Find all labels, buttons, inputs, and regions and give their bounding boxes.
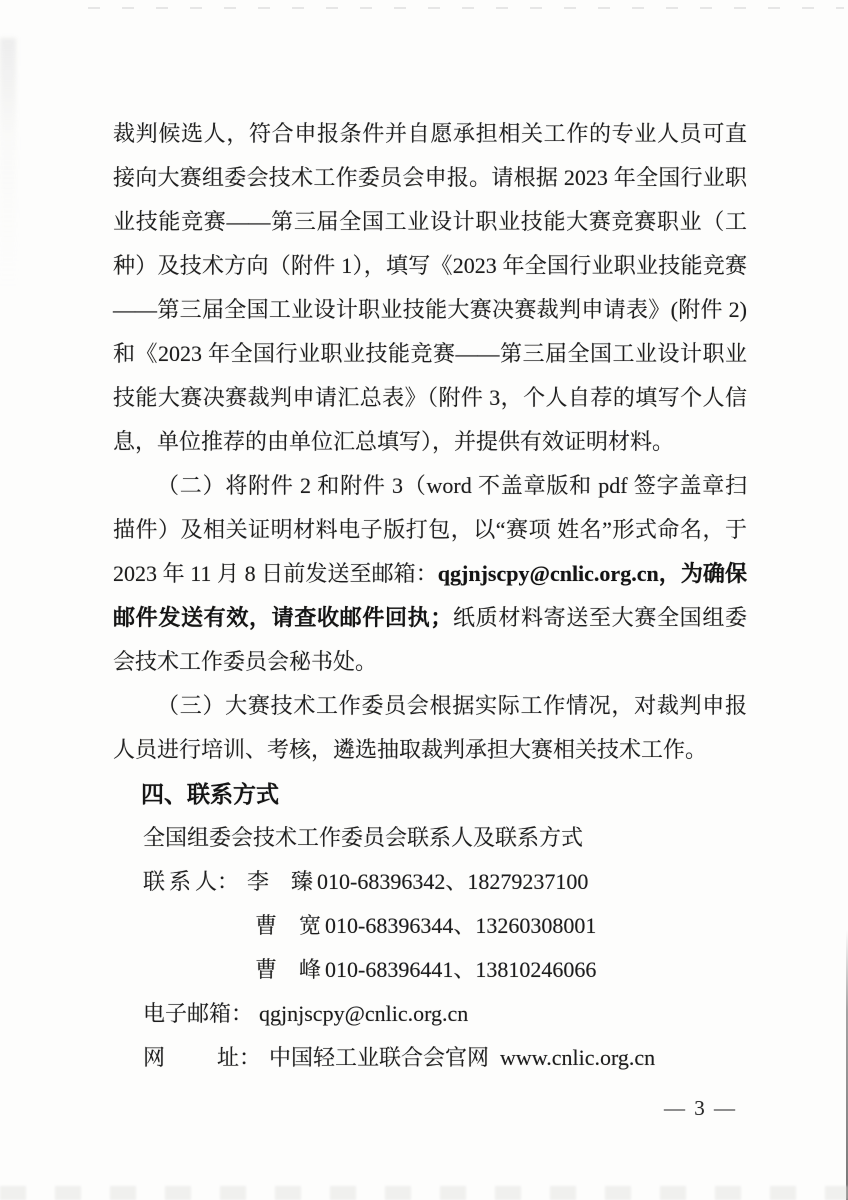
contact-phones: 010-68396441、13810246066 <box>325 957 597 982</box>
contact-intro-line: 全国组委会技术工作委员会联系人及联系方式 <box>143 825 584 850</box>
paragraph-submission-start: （二）将附件 2 和附件 3（word 不盖章版和 pdf 签字盖章扫描件）及相关证明材料电子版打包，以“赛项 姓名”形式命名，于 2023 年 11 月 8 日前发送至邮箱： <box>113 473 747 586</box>
contact-person-label <box>143 860 239 904</box>
contact-name: 李 臻 <box>247 869 314 894</box>
paragraph-training: （三）大赛技术工作委员会根据实际工作情况，对裁判申报人员进行培训、考核，遴选抽取裁判承担大赛相关技术工作。 <box>113 693 747 762</box>
paragraph-submission <box>113 464 747 684</box>
scan-artifact-left-smudge <box>0 38 16 288</box>
contact-person-label-char: 系 <box>168 869 191 894</box>
contact-website-label <box>143 1036 261 1080</box>
contact-name: 曹 峰 <box>255 957 322 982</box>
document-body <box>113 112 747 1080</box>
contact-website-label-char: 网 <box>143 1045 166 1070</box>
contact-row-email <box>113 992 747 1036</box>
contact-row-website <box>113 1036 747 1080</box>
contact-row-person-1 <box>113 860 747 904</box>
paragraph-judge-application: 裁判候选人，符合申报条件并自愿承担相关工作的专业人员可直接向大赛组委会技术工作委员会申报。请根据 2023 年全国行业职业技能竞赛——第三届全国工业设计职业技能大赛竞赛职业（工种）及技术方向（附件 1），填写《2023 年全国行业职业技能竞赛——第三届全国工业设计职业技能大赛决赛裁判申请表》(附件 2)和《2023 年全国行业职业技能竞赛——第三届全国工业设计职业技能大赛决赛裁判申请汇总表》（附件 3，个人自荐的填写个人信息，单位推荐的由单位汇总填写），并提供有效证明材料。 <box>113 121 747 454</box>
contact-email-label: 电子邮箱： <box>143 1001 254 1026</box>
contact-person-label-char: 联 <box>143 869 166 894</box>
contact-name: 曹 宽 <box>255 913 322 938</box>
section-heading-contact-info: 四、联系方式 <box>141 781 279 807</box>
paragraph-submission-end: 纸质材料寄送至大赛全国组委会技术工作委员会秘书处。 <box>113 605 747 674</box>
contact-person-label-char: 人： <box>194 869 239 894</box>
contact-row-person-3 <box>113 948 747 992</box>
contact-email-address: qgjnjscpy@cnlic.org.cn <box>259 1001 469 1026</box>
contact-phones: 010-68396344、13260308001 <box>325 913 597 938</box>
contact-website-label-char: 址： <box>216 1045 261 1070</box>
paragraph-submission-bold-email-notice: qgjnjscpy@cnlic.org.cn，为确保邮件发送有效，请查收邮件回执； <box>113 561 747 630</box>
scan-artifact-bottom-noise <box>0 1186 848 1200</box>
page-number: — 3 — <box>664 1096 737 1120</box>
contact-phones: 010-68396342、18279237100 <box>317 869 589 894</box>
contact-row-person-2 <box>113 904 747 948</box>
contact-website-value: 中国轻工业联合会官网 www.cnlic.org.cn <box>269 1045 656 1070</box>
scan-artifact-top-dots <box>88 7 844 9</box>
